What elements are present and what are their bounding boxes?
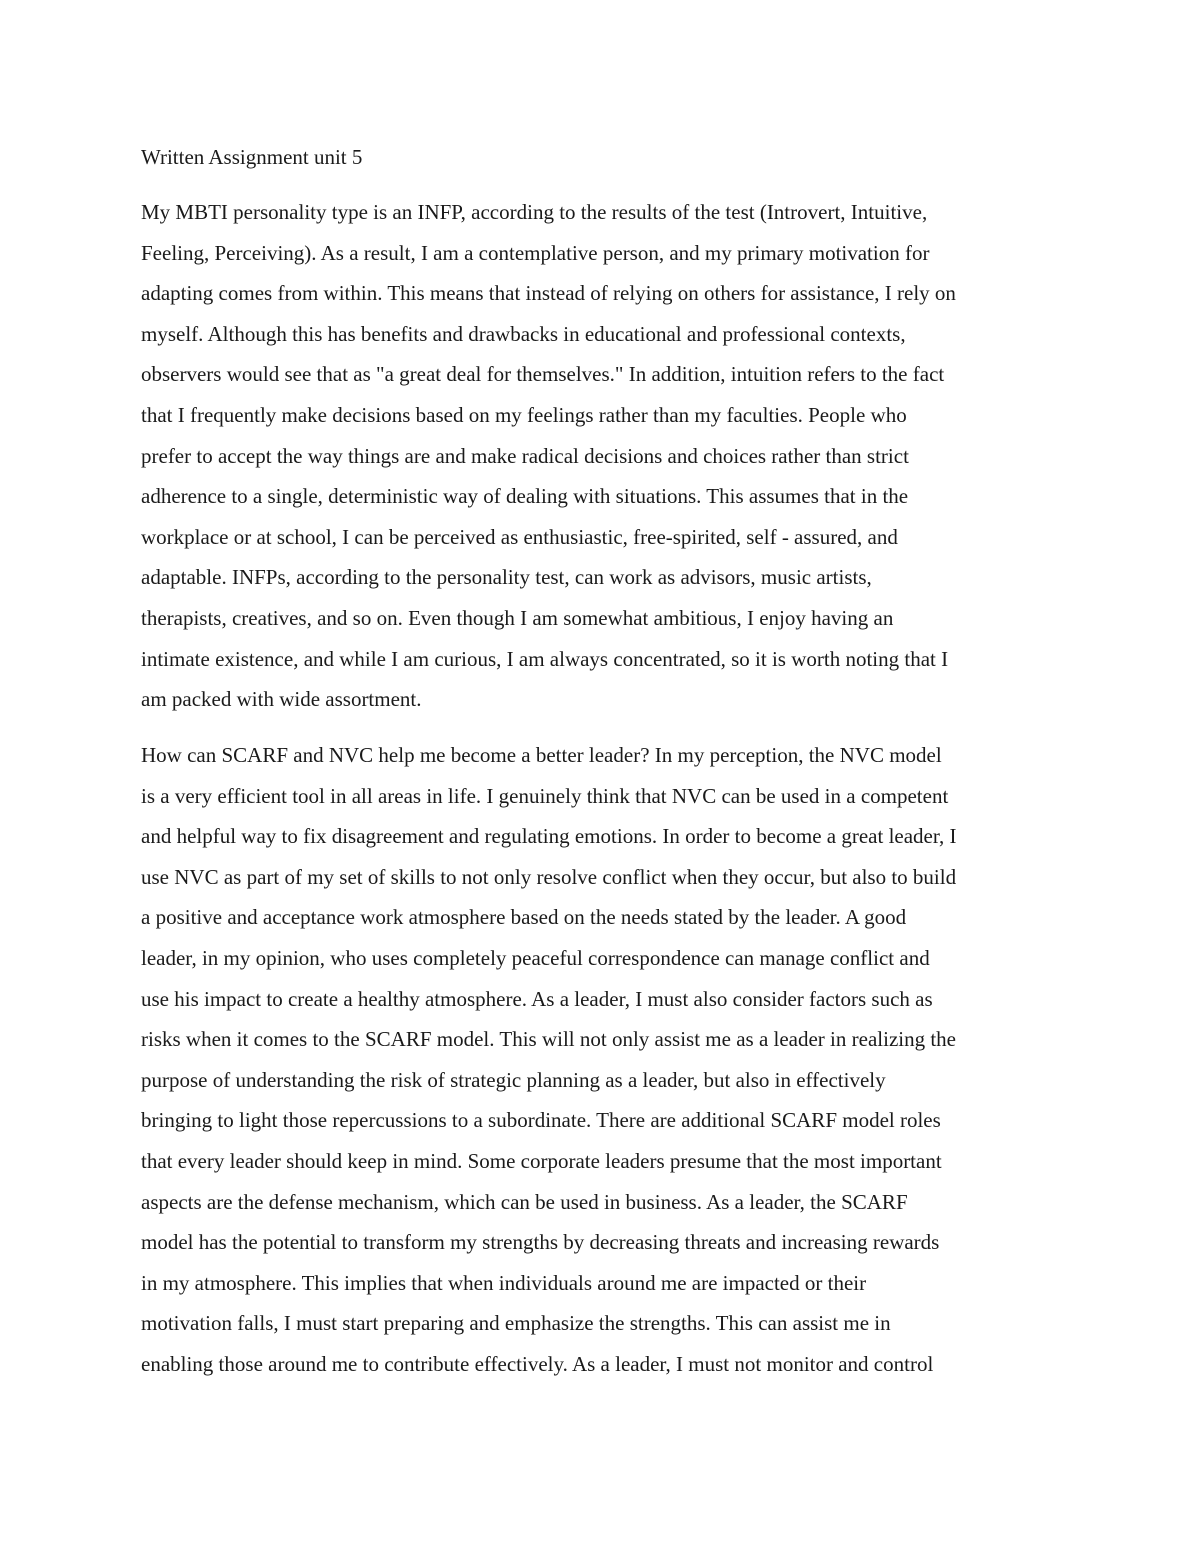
text-line: adapting comes from within. This means that instead of relying on others for assistance, I rely on xyxy=(141,281,956,306)
text-line: and helpful way to fix disagreement and regulating emotions. In order to become a great leader, I xyxy=(141,824,957,849)
text-line: that I frequently make decisions based on my feelings rather than my faculties. People who xyxy=(141,402,907,427)
text-line: adaptable. INFPs, according to the personality test, can work as advisors, music artists, xyxy=(141,565,872,590)
text-line: observers would see that as "a great deal for themselves." In addition, intuition refers to the fact xyxy=(141,362,945,387)
text-line: use NVC as part of my set of skills to not only resolve conflict when they occur, but also to build xyxy=(141,864,957,889)
paragraph-mbti xyxy=(141,198,1071,726)
text-line: workplace or at school, I can be perceived as enthusiastic, free-spirited, self - assured, and xyxy=(141,524,898,549)
text-line: Feeling, Perceiving). As a result, I am a contemplative person, and my primary motivation for xyxy=(141,240,930,265)
text-line: a positive and acceptance work atmosphere based on the needs stated by the leader. A good xyxy=(141,905,907,930)
paragraph-scarf-nvc xyxy=(141,741,1071,1391)
text-line: bringing to light those repercussions to a subordinate. There are additional SCARF model roles xyxy=(141,1108,941,1133)
text-line: How can SCARF and NVC help me become a better leader? In my perception, the NVC model xyxy=(141,743,942,767)
text-line: motivation falls, I must start preparing and emphasize the strengths. This can assist me in xyxy=(141,1311,891,1336)
document-title: Written Assignment unit 5 xyxy=(141,145,363,169)
text-line: risks when it comes to the SCARF model. This will not only assist me as a leader in realizing the xyxy=(141,1027,957,1052)
text-line: intimate existence, and while I am curious, I am always concentrated, so it is worth noting that I xyxy=(141,646,949,671)
text-line: enabling those around me to contribute effectively. As a leader, I must not monitor and control xyxy=(141,1351,934,1376)
text-line: in my atmosphere. This implies that when individuals around me are impacted or their xyxy=(141,1270,867,1295)
text-line: leader, in my opinion, who uses completely peaceful correspondence can manage conflict and xyxy=(141,945,930,970)
text-line: that every leader should keep in mind. Some corporate leaders presume that the most important xyxy=(141,1148,942,1173)
text-line: am packed with wide assortment. xyxy=(141,687,422,712)
text-line: prefer to accept the way things are and make radical decisions and choices rather than strict xyxy=(141,443,909,468)
text-line: myself. Although this has benefits and drawbacks in educational and professional contexts, xyxy=(141,321,906,346)
text-line: purpose of understanding the risk of strategic planning as a leader, but also in effectively xyxy=(141,1067,886,1092)
text-line: aspects are the defense mechanism, which can be used in business. As a leader, the SCARF xyxy=(141,1189,908,1214)
text-line: model has the potential to transform my strengths by decreasing threats and increasing rewards xyxy=(141,1230,940,1255)
text-line: use his impact to create a healthy atmosphere. As a leader, I must also consider factors such as xyxy=(141,986,933,1011)
text-line: is a very efficient tool in all areas in life. I genuinely think that NVC can be used in a competent xyxy=(141,783,949,808)
text-line: adherence to a single, deterministic way of dealing with situations. This assumes that in the xyxy=(141,484,909,509)
text-line: My MBTI personality type is an INFP, according to the results of the test (Introvert, Intuitive, xyxy=(141,200,928,224)
text-line: therapists, creatives, and so on. Even though I am somewhat ambitious, I enjoy having an xyxy=(141,605,894,630)
